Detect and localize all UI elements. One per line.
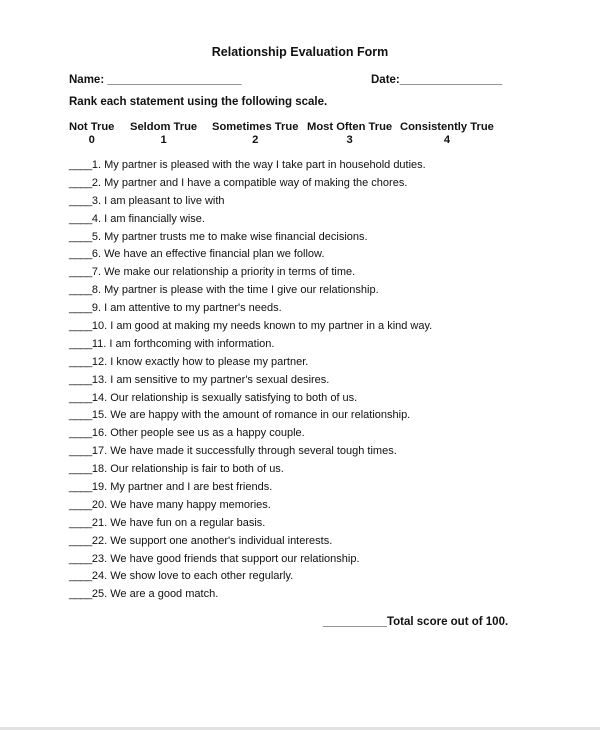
answer-blank[interactable]: ____: [69, 570, 92, 583]
scale-most-often-true: [307, 121, 392, 147]
answer-blank[interactable]: ____: [69, 391, 92, 404]
statement-row: [69, 533, 432, 551]
answer-blank[interactable]: ____: [69, 588, 92, 601]
statement-text: 21. We have fun on a regular basis.: [91, 516, 266, 529]
statement-text: 12. I know exactly how to please my partner.: [91, 355, 309, 368]
statement-row: [69, 211, 432, 229]
statement-text: 18. Our relationship is fair to both of us.: [91, 463, 284, 476]
statement-row: [69, 479, 432, 497]
answer-blank[interactable]: ____: [69, 337, 92, 350]
statement-text: 15. We are happy with the amount of romance in our relationship.: [91, 409, 411, 422]
statement-text: 6. We have an effective financial plan we follow.: [91, 248, 325, 261]
statement-text: 4. I am financially wise.: [91, 212, 205, 225]
form-title: Relationship Evaluation Form: [211, 45, 389, 59]
scale-not-true: [69, 121, 114, 147]
statement-text: 14. Our relationship is sexually satisfying to both of us.: [91, 391, 358, 404]
statement-text: 8. My partner is please with the time I give our relationship.: [91, 284, 379, 297]
answer-blank[interactable]: ____: [69, 427, 92, 440]
statement-text: 16. Other people see us as a happy couple.: [91, 427, 305, 440]
total-score-label: Total score out of 100.: [386, 616, 509, 628]
instruction-text: Rank each statement using the following scale.: [69, 96, 328, 108]
scale-label: Seldom True: [130, 121, 198, 133]
statement-row: [69, 318, 432, 336]
answer-blank[interactable]: ____: [69, 498, 92, 511]
statement-list: [69, 157, 432, 604]
statement-text: 1. My partner is pleased with the way I take part in household duties.: [91, 159, 426, 171]
statement-row: [69, 175, 432, 193]
statement-row: [69, 461, 432, 479]
date-row: [371, 74, 502, 86]
answer-blank[interactable]: ____: [69, 248, 92, 261]
answer-blank[interactable]: ____: [69, 159, 92, 171]
scale-value: 0: [88, 134, 95, 146]
statement-row: [69, 515, 432, 533]
name-row: [69, 74, 242, 86]
statement-text: 23. We have good friends that support our relationship.: [91, 552, 360, 565]
scale-seldom-true: [130, 121, 197, 147]
statement-text: 11. I am forthcoming with information.: [91, 337, 275, 350]
name-field[interactable]: _____________________: [107, 74, 242, 86]
statement-row: [69, 354, 432, 372]
total-score-field[interactable]: __________: [323, 616, 387, 628]
scale-consistently-true: [400, 121, 494, 147]
answer-blank[interactable]: ____: [69, 176, 92, 189]
answer-blank[interactable]: ____: [69, 320, 92, 333]
answer-blank[interactable]: ____: [69, 230, 92, 243]
date-label: Date:: [371, 74, 400, 86]
statement-row: [69, 193, 432, 211]
scale-value: 2: [252, 134, 259, 146]
statement-text: 17. We have made it successfully through several tough times.: [91, 445, 397, 458]
scale-value: 3: [346, 134, 353, 146]
statement-row: [69, 372, 432, 390]
statement-text: 20. We have many happy memories.: [91, 498, 271, 511]
total-score-row: [323, 616, 508, 628]
statement-text: 3. I am pleasant to live with: [91, 194, 225, 207]
answer-blank[interactable]: ____: [69, 445, 92, 458]
answer-blank[interactable]: ____: [69, 516, 92, 529]
statement-row: [69, 300, 432, 318]
scale-value: 1: [160, 134, 167, 146]
statement-row: [69, 407, 432, 425]
statement-row: [69, 443, 432, 461]
statement-row: [69, 390, 432, 408]
statement-text: 5. My partner trusts me to make wise financial decisions.: [91, 230, 368, 243]
name-label: Name:: [69, 74, 105, 86]
scale-label: Not True: [69, 121, 115, 133]
answer-blank[interactable]: ____: [69, 373, 92, 386]
answer-blank[interactable]: ____: [69, 534, 92, 547]
statement-text: 7. We make our relationship a priority in terms of time.: [91, 266, 356, 279]
scale-value: 4: [443, 134, 451, 146]
statement-row: [69, 551, 432, 569]
date-field[interactable]: ________________: [399, 74, 503, 86]
answer-blank[interactable]: ____: [69, 409, 92, 422]
answer-blank[interactable]: ____: [69, 481, 92, 494]
scale-label: Consistently True: [400, 121, 494, 133]
statement-row: [69, 246, 432, 264]
answer-blank[interactable]: ____: [69, 212, 92, 225]
statement-row: [69, 568, 432, 586]
answer-blank[interactable]: ____: [69, 266, 92, 279]
statement-text: 2. My partner and I have a compatible way of making the chores.: [91, 176, 408, 189]
answer-blank[interactable]: ____: [69, 552, 92, 565]
statement-row: [69, 229, 432, 247]
statement-row: [69, 282, 432, 300]
scale-label: Sometimes True: [212, 121, 299, 133]
statement-text: 22. We support one another's individual interests.: [91, 534, 333, 547]
statement-row: [69, 425, 432, 443]
statement-text: 25. We are a good match.: [91, 588, 219, 601]
statement-row: [69, 586, 432, 604]
statement-text: 13. I am sensitive to my partner's sexual desires.: [91, 373, 330, 386]
scale-sometimes-true: [212, 121, 298, 147]
answer-blank[interactable]: ____: [69, 302, 92, 315]
statement-row: [69, 497, 432, 515]
answer-blank[interactable]: ____: [69, 194, 92, 207]
answer-blank[interactable]: ____: [69, 284, 92, 297]
statement-row: [69, 336, 432, 354]
statement-text: 19. My partner and I are best friends.: [91, 481, 273, 494]
scale-label: Most Often True: [307, 121, 393, 133]
statement-row: [69, 264, 432, 282]
statement-text: 9. I am attentive to my partner's needs.: [91, 302, 282, 315]
statement-row: [69, 157, 432, 175]
statement-text: 24. We show love to each other regularly.: [91, 570, 294, 583]
answer-blank[interactable]: ____: [69, 463, 92, 476]
statement-text: 10. I am good at making my needs known to my partner in a kind way.: [91, 320, 433, 333]
answer-blank[interactable]: ____: [69, 355, 92, 368]
